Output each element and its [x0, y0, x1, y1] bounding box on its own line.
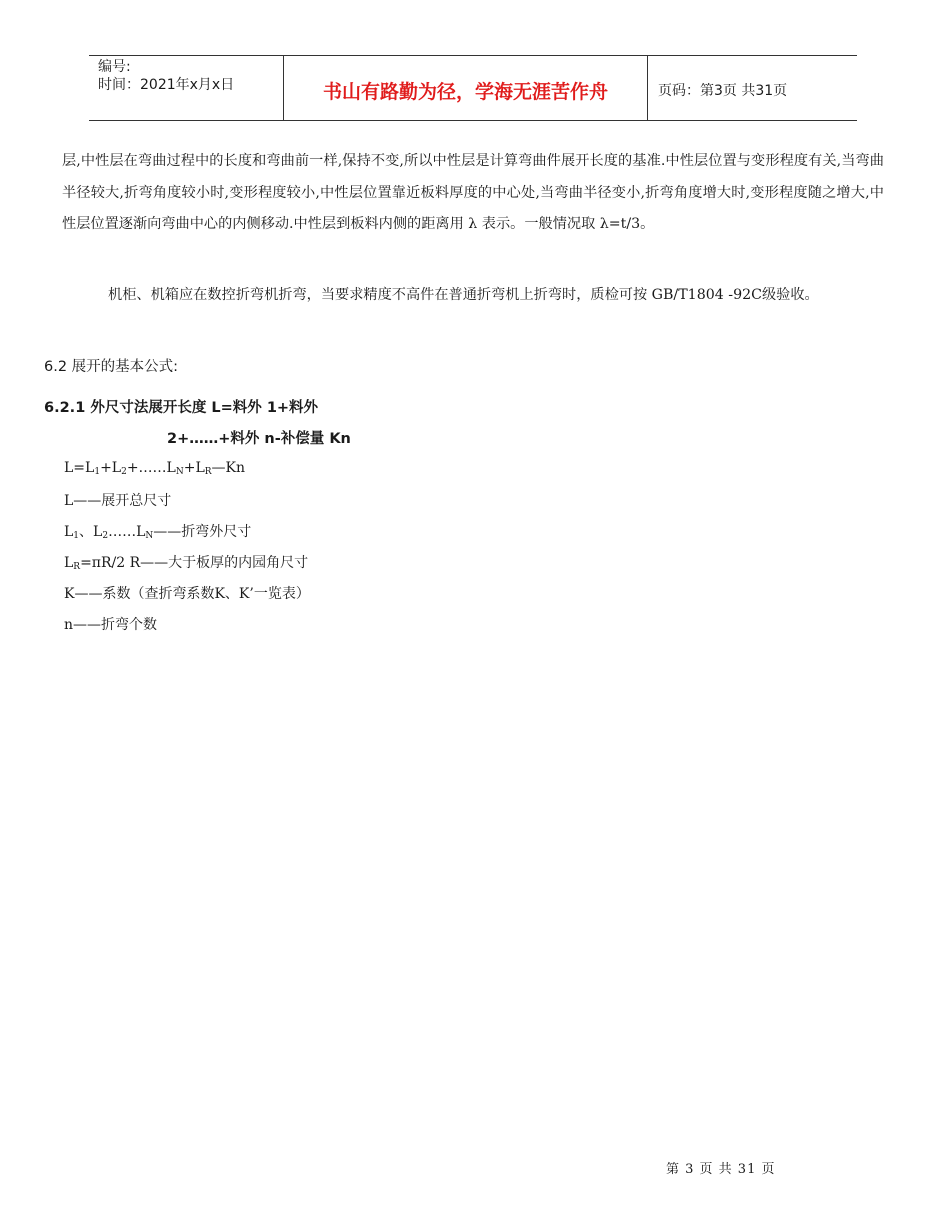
formula-subscript: N: [175, 467, 184, 477]
formula-text: =πR/2 R——大于板厚的内园角尺寸: [80, 555, 309, 571]
page-header: [89, 55, 857, 121]
formula-subscript: 2: [102, 531, 109, 541]
formula-subscript: 2: [121, 467, 127, 477]
definition-outer-dimensions: [64, 521, 251, 541]
header-motto: 书山有路勤为径，学海无涯苦作舟: [284, 56, 648, 120]
paragraph-bending-machine-part2: 当要求精度不: [320, 287, 406, 303]
paragraph-bending-machine-part3: 高件在普通折弯机上折弯时，质检可按 GB/T1804 -92C级验收。: [405, 287, 819, 303]
document-time: 时间：2021年x月x日: [98, 77, 235, 93]
formula-text: +L: [100, 460, 122, 476]
definition-inner-radius: [64, 552, 308, 572]
formula-text: L: [64, 555, 74, 571]
formula-subscript: 1: [73, 531, 80, 541]
page-footer: 第 3 页 共 31 页: [666, 1162, 776, 1177]
formula-text: —Kn: [211, 460, 246, 476]
formula-subscript: 1: [94, 467, 101, 477]
formula-subscript: R: [73, 562, 81, 572]
definition-bend-count: n——折弯个数: [64, 617, 158, 633]
formula-text: +……L: [126, 460, 176, 476]
definition-total-length: L——展开总尺寸: [64, 493, 172, 509]
formula-text: L=L: [64, 460, 95, 476]
formula-text: L: [64, 524, 74, 540]
formula-subscript: N: [145, 531, 154, 541]
formula-text: ——折弯外尺寸: [153, 524, 252, 540]
header-meta: [89, 56, 284, 120]
formula-expansion-length: [64, 460, 245, 477]
formula-text: 、L: [79, 524, 103, 540]
section-heading-6-2: 6.2 展开的基本公式:: [44, 359, 179, 375]
header-page-info: 页码：第3页 共31页: [658, 83, 788, 99]
formula-subscript: R: [204, 467, 212, 477]
document-number-label: 编号:: [98, 59, 131, 75]
paragraph-bending-machine: [62, 280, 884, 312]
section-heading-6-2-1: 6.2.1 外尺寸法展开长度 L=料外 1+料外: [44, 400, 319, 416]
formula-text: +L: [183, 460, 205, 476]
paragraph-bending-machine-part1: 机柜、机箱应在数控折弯机折弯，: [108, 287, 321, 303]
section-heading-6-2-1-continued: 2+……+料外 n-补偿量 Kn: [167, 431, 351, 447]
definition-coefficient: K——系数（查折弯系数K、K’一览表）: [64, 586, 310, 602]
formula-text: ……L: [108, 524, 146, 540]
paragraph-neutral-layer: 层,中性层在弯曲过程中的长度和弯曲前一样,保持不变,所以中性层是计算弯曲件展开长度的基准.中性层位置与变形程度有关,当弯曲半径较大,折弯角度较小时,变形程度较小,中性层位置靠近板料厚度的中心处,当弯曲半径变小,折弯角度增大时,变形程度随之增大,中性层位置逐渐向弯曲中心的内侧移动.中性层到板料内侧的距离用 λ 表示。一般情况取 λ=t/3。: [62, 153, 884, 232]
